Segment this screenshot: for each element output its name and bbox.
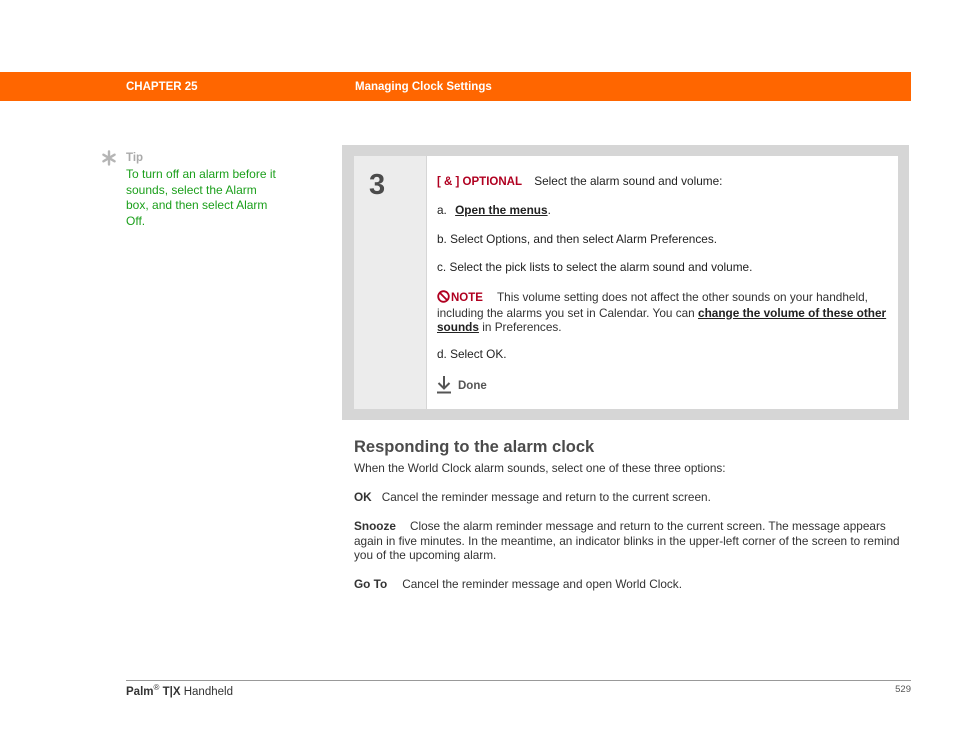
step-item-d: d. Select OK.	[437, 347, 507, 361]
item-a-prefix: a.	[437, 203, 447, 217]
step-item-c: c. Select the pick lists to select the alarm sound and volume.	[437, 260, 753, 274]
footer-brand	[126, 683, 233, 698]
section-title: Responding to the alarm clock	[354, 438, 595, 456]
step-content	[427, 156, 898, 409]
product-name: Handheld	[183, 685, 233, 698]
note-label: NOTE	[451, 292, 483, 304]
step-item-b: b. Select Options, and then select Alarm Preferences.	[437, 232, 717, 246]
item-a-suffix: .	[547, 203, 551, 217]
option-term: OK	[354, 490, 372, 504]
done-arrow-icon	[436, 375, 452, 394]
option-desc: Cancel the reminder message and return to the current screen.	[381, 490, 711, 504]
chapter-number: CHAPTER 25	[126, 81, 198, 93]
footer-rule	[126, 680, 911, 681]
step-intro: Select the alarm sound and volume:	[534, 174, 723, 188]
step-intro-line	[437, 174, 722, 188]
option-desc: Close the alarm reminder message and return to the current screen. The message appears again in five minutes. In the meantime, an indicator blinks in the upper-left corner of the screen to remind you of the upcoming alarm.	[354, 519, 900, 563]
open-menus-link[interactable]: Open the menus	[455, 203, 548, 217]
option-ok	[354, 490, 910, 505]
step-box	[342, 145, 909, 420]
registered-mark: ®	[153, 683, 160, 692]
chapter-title: Managing Clock Settings	[355, 81, 492, 93]
note-text-2: in Preferences.	[478, 320, 562, 335]
option-term: Snooze	[354, 519, 396, 533]
note-text-1: This volume setting does not affect the other sounds on your handheld, including the alarms you set in Calendar. You can	[437, 290, 868, 320]
tip-text: To turn off an alarm before it sounds, select the Alarm box, and then select Alarm Off.	[126, 167, 276, 229]
step-number-column	[354, 156, 426, 409]
step-item-a	[437, 203, 551, 217]
option-term: Go To	[354, 577, 388, 591]
chapter-header-bar	[0, 72, 911, 101]
option-goto	[354, 577, 910, 592]
note-icon	[437, 290, 451, 303]
asterisk-icon	[101, 150, 117, 166]
step-number: 3	[369, 169, 386, 201]
option-snooze	[354, 519, 910, 563]
done-label: Done	[458, 380, 487, 392]
option-desc: Cancel the reminder message and open World Clock.	[402, 577, 682, 591]
tip-label: Tip	[126, 152, 144, 164]
optional-tag: [ & ] OPTIONAL	[437, 176, 522, 188]
model-name: T|X	[162, 685, 181, 698]
section-intro: When the World Clock alarm sounds, select one of these three options:	[354, 461, 726, 475]
brand-name: Palm	[126, 685, 154, 698]
change-volume-link[interactable]: change the volume of these other sounds	[437, 305, 887, 335]
note-block	[437, 290, 892, 335]
page-number: 529	[895, 684, 911, 695]
